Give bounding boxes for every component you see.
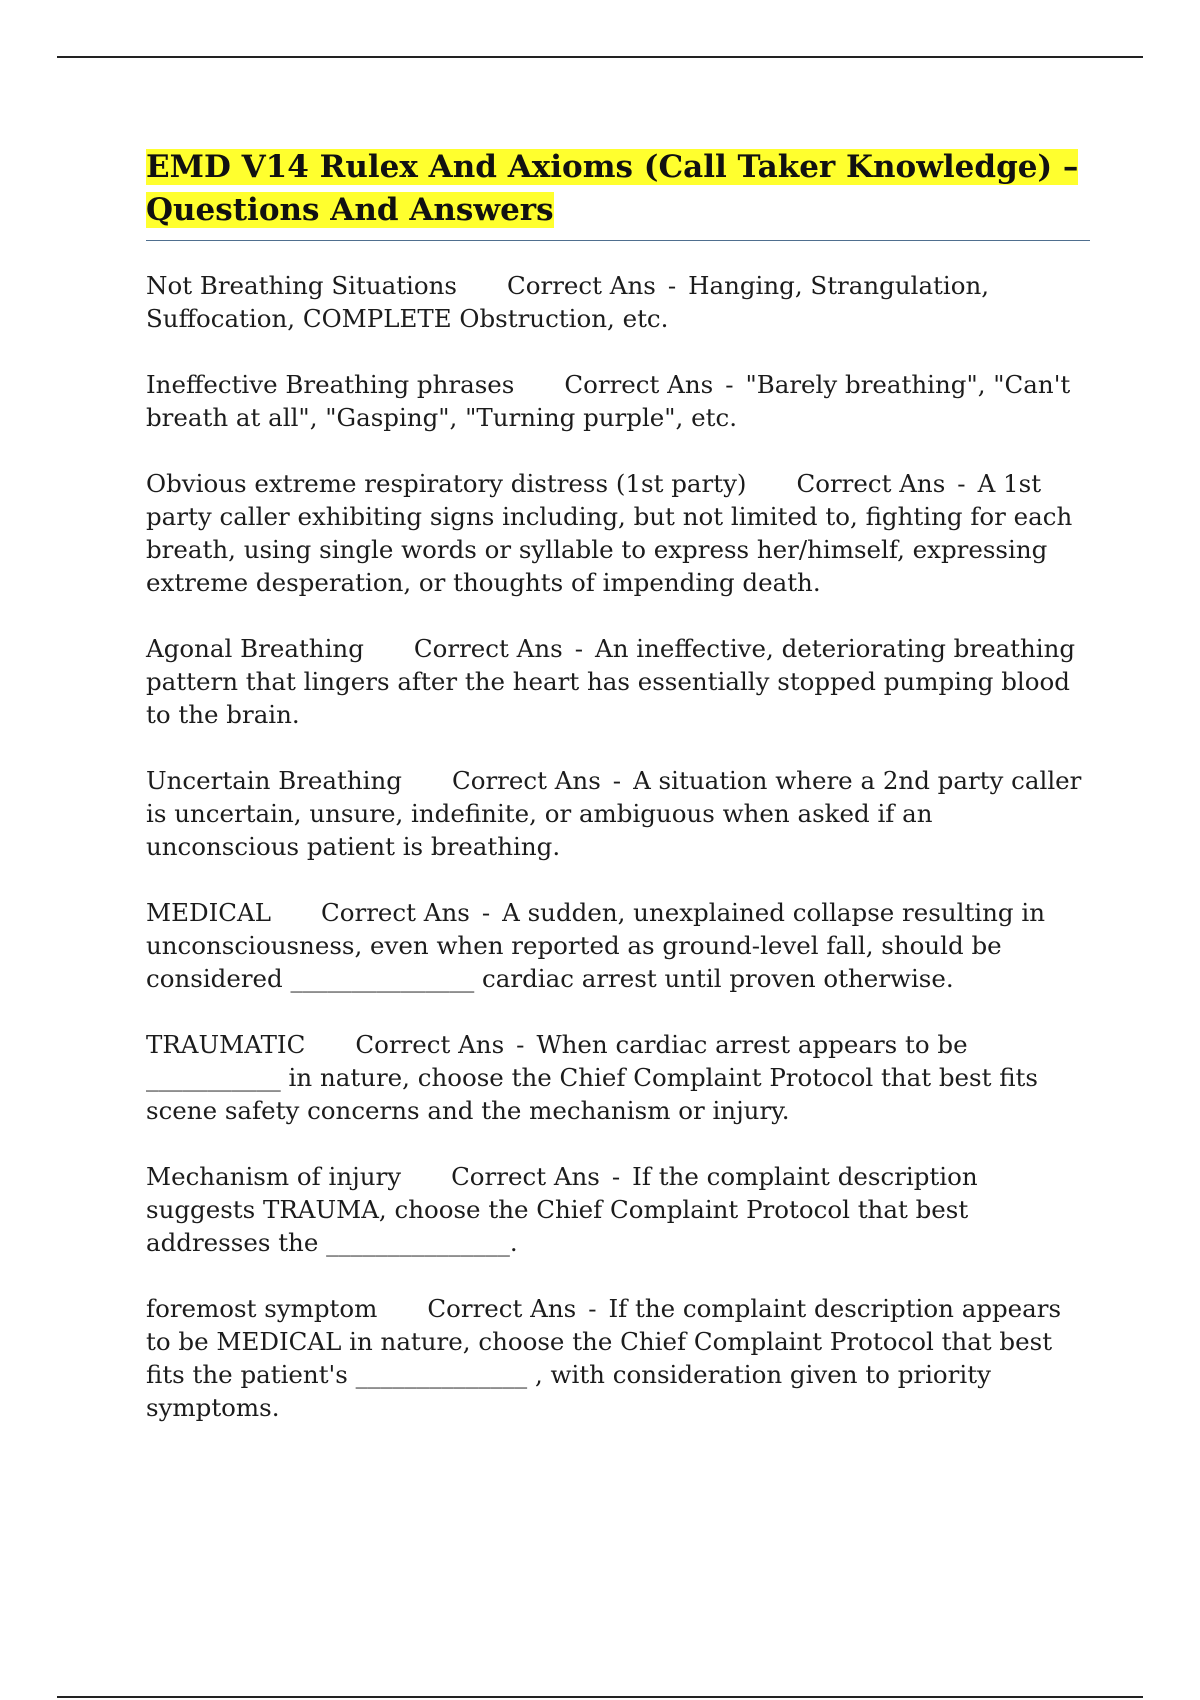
qa-answer-marker: Correct Ans (413, 634, 563, 663)
qa-separator: - (611, 1162, 621, 1191)
qa-item (146, 368, 1090, 434)
qa-answer: When cardiac arrest appears to be ___________ in nature, choose the Chief Complaint Protocol that best fits scene safety concerns and the mechanism or injury. (146, 1030, 1038, 1125)
qa-term: Mechanism of injury (146, 1162, 402, 1191)
qa-term: Uncertain Breathing (146, 766, 402, 795)
qa-term: Agonal Breathing (146, 634, 364, 663)
qa-separator: - (481, 898, 491, 927)
document-title (146, 146, 1090, 241)
qa-list (146, 269, 1090, 1424)
qa-answer-marker: Correct Ans (796, 469, 946, 498)
qa-answer: Hanging, Strangulation, Suffocation, COMPLETE Obstruction, etc. (146, 271, 990, 333)
qa-item (146, 269, 1090, 335)
qa-item (146, 1028, 1090, 1127)
qa-answer: A 1st party caller exhibiting signs including, but not limited to, fighting for each breath, using single words or syllable to express her/himself, expressing extreme desperation, or thoughts of impending death. (146, 469, 1073, 597)
qa-item (146, 467, 1090, 599)
qa-term: TRAUMATIC (146, 1030, 306, 1059)
qa-separator: - (588, 1294, 597, 1323)
qa-answer-marker: Correct Ans (507, 271, 656, 300)
document-body (146, 146, 1090, 1457)
qa-answer-marker: Correct Ans (564, 370, 714, 399)
qa-separator: - (574, 634, 583, 663)
qa-item (146, 896, 1090, 995)
qa-answer-marker: Correct Ans (321, 898, 470, 927)
qa-separator: - (957, 469, 966, 498)
qa-answer: "Barely breathing", "Can't breath at all", "Gasping", "Turning purple", etc. (146, 370, 1071, 432)
qa-answer: If the complaint description appears to be MEDICAL in nature, choose the Chief Complaint Protocol that best fits the patient's ______________ , with consideration given to priority symptoms. (146, 1294, 1062, 1422)
top-rule (57, 56, 1143, 58)
qa-answer-marker: Correct Ans (427, 1294, 577, 1323)
qa-separator: - (725, 370, 734, 399)
qa-item (146, 632, 1090, 731)
qa-term: foremost symptom (146, 1294, 378, 1323)
qa-item (146, 764, 1090, 863)
qa-separator: - (667, 271, 677, 300)
qa-term: MEDICAL (146, 898, 272, 927)
qa-answer-marker: Correct Ans (451, 1162, 600, 1191)
qa-term: Not Breathing Situations (146, 271, 457, 300)
qa-answer: A sudden, unexplained collapse resulting in unconsciousness, even when reported as ground-level fall, should be considered _______________ cardiac arrest until proven otherwise. (146, 898, 1046, 993)
qa-term: Obvious extreme respiratory distress (1st party) (146, 469, 747, 498)
qa-term: Ineffective Breathing phrases (146, 370, 515, 399)
qa-answer: An ineffective, deteriorating breathing pattern that lingers after the heart has essentially stopped pumping blood to the brain. (146, 634, 1076, 729)
qa-answer-marker: Correct Ans (451, 766, 601, 795)
qa-separator: - (612, 766, 622, 795)
bottom-rule (57, 1696, 1143, 1698)
qa-separator: - (516, 1030, 525, 1059)
qa-answer: A situation where a 2nd party caller is uncertain, unsure, indefinite, or ambiguous when asked if an unconscious patient is breathing. (146, 766, 1082, 861)
qa-item (146, 1160, 1090, 1259)
qa-answer: If the complaint description suggests TRAUMA, choose the Chief Complaint Protocol that best addresses the _______________. (146, 1162, 978, 1257)
document-title-text: EMD V14 Rulex And Axioms (Call Taker Knowledge) – Questions And Answers (146, 149, 1079, 228)
qa-answer-marker: Correct Ans (355, 1030, 505, 1059)
qa-item (146, 1292, 1090, 1424)
